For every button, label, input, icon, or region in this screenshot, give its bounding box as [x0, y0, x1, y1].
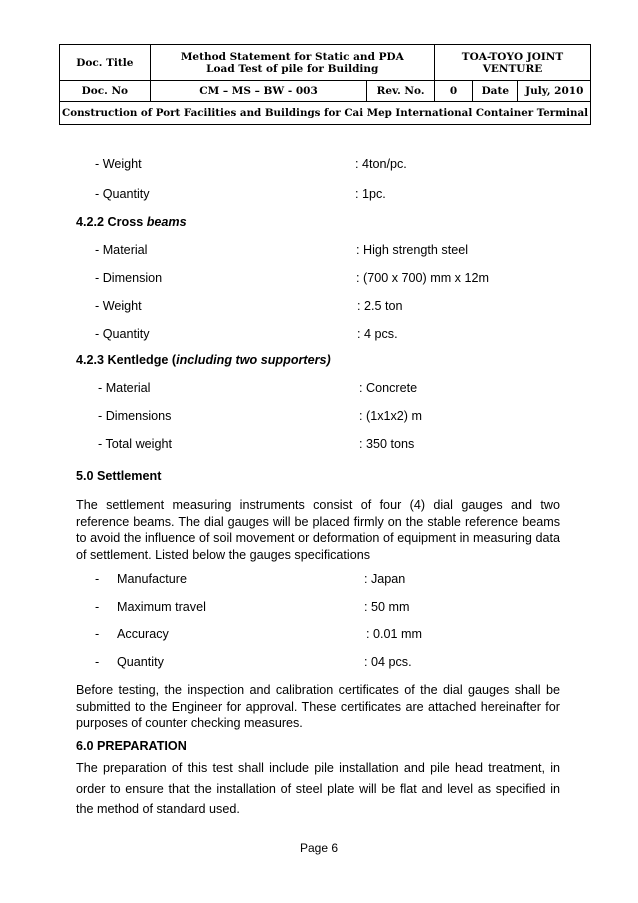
section-heading-settlement: 5.0 Settlement	[76, 469, 162, 483]
preparation-paragraph: The preparation of this test shall include pile installation and pile head treatment, in order to ensure that the installation of steel plate will be flat and level as specified in the method of standard used.	[76, 761, 560, 816]
gauge-bullet: -	[95, 600, 100, 614]
gauge-bullet: -	[95, 572, 100, 586]
spec-quantity-label: - Quantity	[95, 187, 150, 201]
doc-title-line-1: Method Statement for Static and PDA	[180, 50, 404, 63]
company-name: TOA-TOYO JOINT VENTURE	[434, 45, 590, 81]
cross-beams-number: 4.2.2 Cross	[76, 215, 147, 229]
kentledge-total-weight-label: - Total weight	[98, 437, 172, 451]
section-heading-kentledge	[76, 353, 331, 368]
cross-beams-weight-value: : 2.5 ton	[357, 299, 403, 313]
section-heading-cross-beams	[76, 215, 187, 230]
page-number: Page 6	[299, 841, 339, 855]
kentledge-title: including two supporters)	[176, 353, 331, 367]
cross-beams-material-label: - Material	[95, 243, 148, 257]
kentledge-total-weight-value: : 350 tons	[359, 437, 415, 451]
cross-beams-quantity-value: : 4 pcs.	[357, 327, 398, 341]
gauge-accuracy-value: : 0.01 mm	[366, 627, 422, 641]
kentledge-dimensions-label: - Dimensions	[98, 409, 172, 423]
rev-value: 0	[434, 81, 472, 102]
cross-beams-title: beams	[146, 215, 187, 229]
gauge-manufacture-label: Manufacture	[117, 572, 188, 586]
cross-beams-dimension-value: : (700 x 700) mm x 12m	[356, 271, 489, 285]
kentledge-prefix: 4.2.3 Kentledge (	[76, 353, 177, 367]
doc-title-value	[150, 45, 434, 81]
gauge-bullet: -	[95, 627, 100, 641]
cross-beams-material-value: : High strength steel	[356, 243, 469, 257]
project-title: Construction of Port Facilities and Buildings for Cai Mep International Container Terminal	[60, 102, 591, 125]
cross-beams-weight-label: - Weight	[95, 299, 142, 313]
doc-title-label: Doc. Title	[60, 45, 151, 81]
date-value: July, 2010	[518, 81, 591, 102]
gauge-manufacture-value: : Japan	[364, 572, 406, 586]
gauge-max-travel-label: Maximum travel	[117, 600, 206, 614]
spec-weight-label: - Weight	[95, 157, 142, 171]
kentledge-material-label: - Material	[98, 381, 151, 395]
doc-no-label: Doc. No	[60, 81, 151, 102]
cross-beams-quantity-label: - Quantity	[95, 327, 150, 341]
cross-beams-dimension-label: - Dimension	[95, 271, 163, 285]
gauge-accuracy-label: Accuracy	[117, 627, 169, 641]
kentledge-dimensions-value: : (1x1x2) m	[359, 409, 422, 423]
date-label: Date	[473, 81, 518, 102]
gauge-max-travel-value: : 50 mm	[364, 600, 410, 614]
doc-title-line-2: Load Test of pile for Building	[206, 62, 379, 75]
spec-weight-value: : 4ton/pc.	[355, 157, 407, 171]
rev-label: Rev. No.	[367, 81, 435, 102]
doc-no-value: CM – MS – BW - 003	[150, 81, 367, 102]
document-header-table	[59, 44, 591, 125]
gauge-quantity-label: Quantity	[117, 655, 164, 669]
gauge-quantity-value: : 04 pcs.	[364, 655, 412, 669]
settlement-paragraph: The settlement measuring instruments consist of four (4) dial gauges and two reference beams. The dial gauges will be placed firmly on the stable reference beams to avoid the influence of soil movement or deformation of equipment in measuring data of settlement. Listed below the gauges specifications	[76, 498, 560, 562]
section-heading-preparation: 6.0 PREPARATION	[76, 739, 187, 753]
gauge-bullet: -	[95, 655, 100, 669]
certificates-paragraph: Before testing, the inspection and calibration certificates of the dial gauges shall be submitted to the Engineer for approval. These certificates are attached hereinafter for purposes of counter checking measures.	[76, 683, 560, 730]
spec-quantity-value: : 1pc.	[355, 187, 386, 201]
kentledge-material-value: : Concrete	[359, 381, 418, 395]
